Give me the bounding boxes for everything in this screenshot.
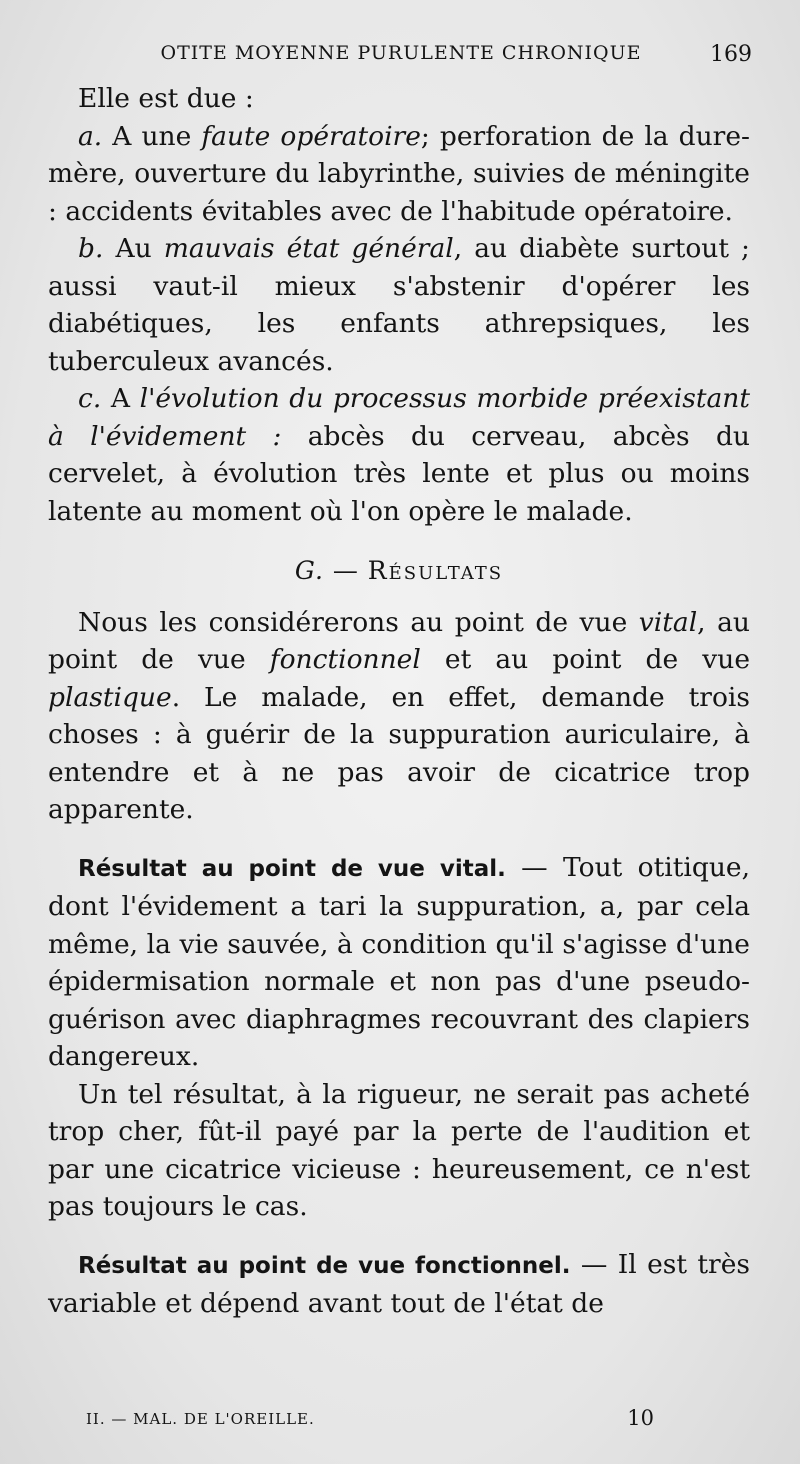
italic-run: fonctionnel	[269, 644, 421, 675]
item-lead-italic: mauvais état général	[163, 233, 454, 264]
vital-followup-paragraph: Un tel résultat, à la rigueur, ne serait pas acheté trop cher, fût-il payé par la perte de l'audition et par une cicatrice vicieuse : heureusement, ce n'est pas toujours le cas.	[48, 1078, 750, 1222]
item-lead: A	[110, 383, 140, 414]
vital-paragraph	[48, 849, 750, 1076]
item-text: abcès du cerveau, abcès du cervelet, à évolution très lente et plus ou moins latente au moment où l'on opère le malade.	[48, 420, 751, 527]
intro-line: Elle est due :	[78, 83, 254, 114]
item-lead-italic: faute opératoire	[201, 120, 421, 152]
item-lead-italic: l'évolution du processus morbide préexistant à l'évidement :	[48, 383, 751, 452]
sheet-number: 10	[627, 1406, 654, 1430]
item-text: , au diabète surtout ; aussi vaut-il mieux s'abstenir d'opérer les diabétiques, les enfants athrepsiques, les tuberculeux avancés.	[48, 233, 750, 377]
item-letter: a.	[78, 120, 103, 152]
cause-item-b	[48, 230, 750, 380]
results-intro-paragraph	[48, 604, 750, 829]
fonctionnel-heading: Résultat au point de vue fonctionnel.	[78, 1252, 571, 1279]
vital-text: — Tout otitique, dont l'évidement a tari la suppuration, a, par cela même, la vie sauvée, à condition qu'il s'agisse d'une épidermisation normale et non pas d'une pseudo-guérison avec diaphragmes recouvrant des clapiers dangereux.	[48, 851, 750, 1072]
item-letter: b.	[78, 233, 104, 264]
running-head	[50, 42, 752, 72]
item-lead: A une	[112, 120, 202, 152]
signature-mark: II. — MAL. DE L'OREILLE.	[86, 1410, 315, 1428]
cause-item-a	[48, 118, 750, 231]
text-run: . Le malade, en effet, demande trois choses : à guérir de la suppuration auriculaire, à entendre et à ne pas avoir de cicatrice trop apparente.	[48, 681, 750, 825]
section-title: Résultats	[367, 556, 504, 585]
text-run: Nous les considérerons au point de vue	[78, 606, 639, 638]
text-run: et au point de vue	[420, 644, 750, 675]
item-letter: c.	[78, 383, 102, 414]
section-letter: G.	[294, 556, 324, 585]
text-run: , au point de vue	[48, 606, 750, 675]
section-dash: —	[323, 556, 368, 585]
cause-item-c	[48, 380, 750, 530]
page-number: 169	[710, 42, 752, 67]
page-footer	[86, 1406, 714, 1436]
item-text: ; perforation de la dure-mère, ouverture du labyrinthe, suivies de méningite : accidents évitables avec de l'habitude opératoire.	[48, 120, 750, 227]
italic-run: vital	[638, 606, 698, 638]
italic-run: plastique	[48, 681, 172, 713]
section-heading	[48, 552, 750, 590]
vital-heading: Résultat au point de vue vital.	[78, 855, 506, 882]
body-text	[48, 80, 750, 1323]
fonctionnel-text: — Il est très variable et dépend avant tout de l'état de	[48, 1248, 750, 1319]
running-title: OTITE MOYENNE PURULENTE CHRONIQUE	[160, 42, 642, 64]
fonctionnel-paragraph	[48, 1246, 750, 1323]
item-lead: Au	[115, 233, 164, 264]
